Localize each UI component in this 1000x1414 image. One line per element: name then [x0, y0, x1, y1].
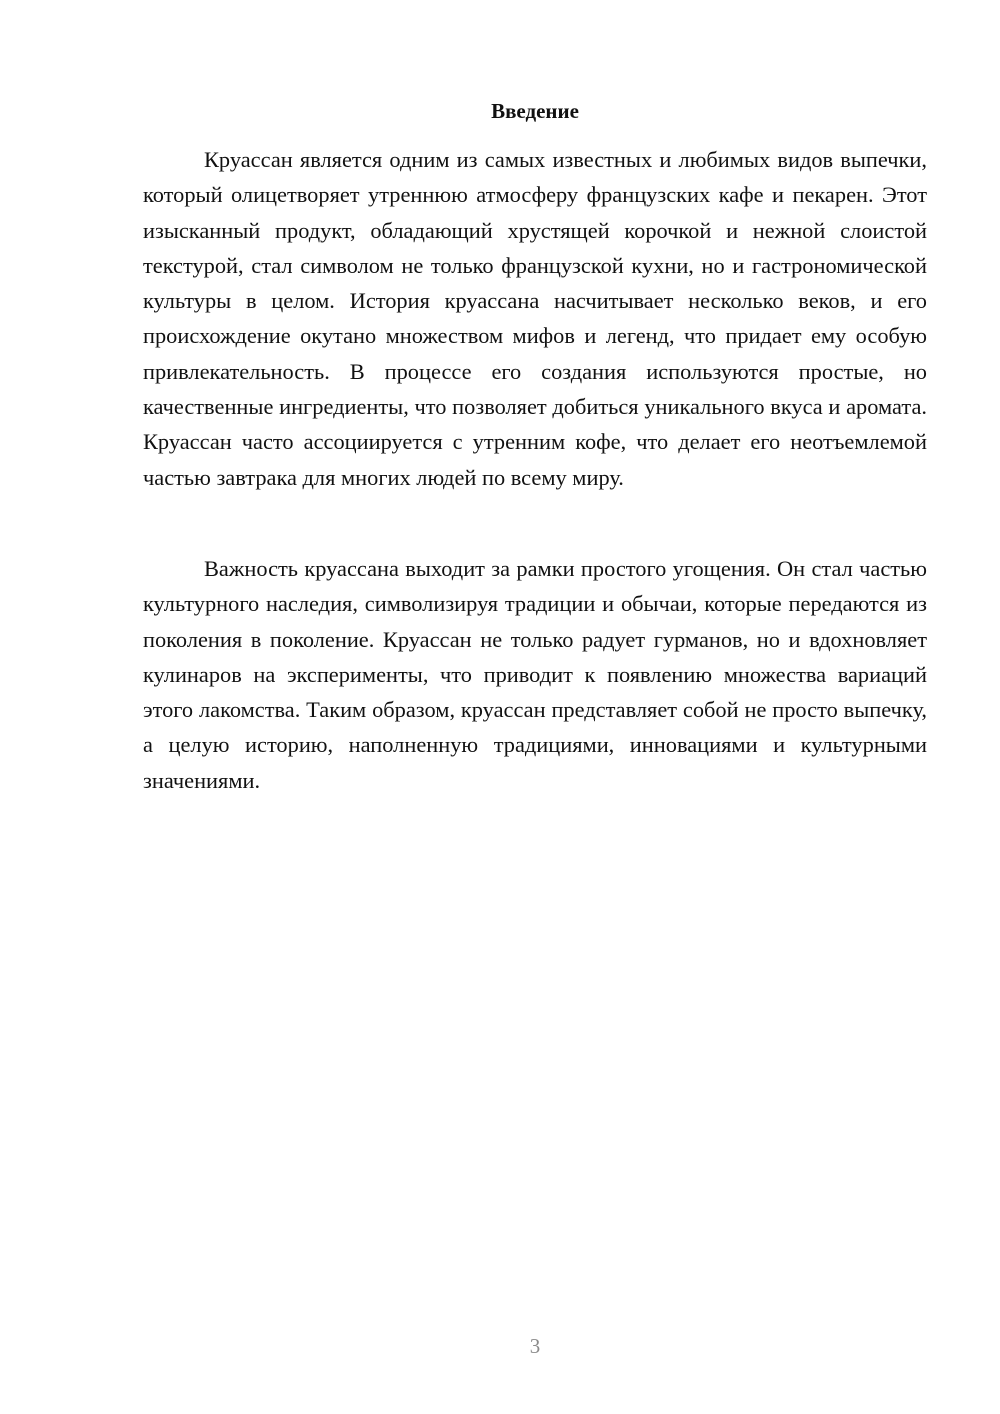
- paragraph-1: Круассан является одним из самых известных и любимых видов выпечки, который олицетворяет утреннюю атмосферу французских кафе и пекарен. Этот изысканный продукт, обладающий хрустящей корочкой и нежной слоистой текстурой, стал символом не только французской кухни, но и гастрономической культуры в целом. История круассана насчитывает несколько веков, и его происхождение окутано множеством мифов и легенд, что придает ему особую привлекательность. В процессе его создания используются простые, но качественные ингредиенты, что позволяет добиться уникального вкуса и аромата. Круассан часто ассоциируется с утренним кофе, что делает его неотъемлемой частью завтрака для многих людей по всему миру.: [143, 147, 927, 490]
- paragraph-2: Важность круассана выходит за рамки простого угощения. Он стал частью культурного наследия, символизируя традиции и обычаи, которые передаются из поколения в поколение. Круассан не только радует гурманов, но и вдохновляет кулинаров на эксперименты, что приводит к появлению множества вариаций этого лакомства. Таким образом, круассан представляет собой не просто выпечку, а целую историю, наполненную традициями, инновациями и культурными значениями.: [143, 556, 927, 793]
- section-heading: Введение: [491, 99, 579, 123]
- page-number: 3: [529, 1334, 541, 1358]
